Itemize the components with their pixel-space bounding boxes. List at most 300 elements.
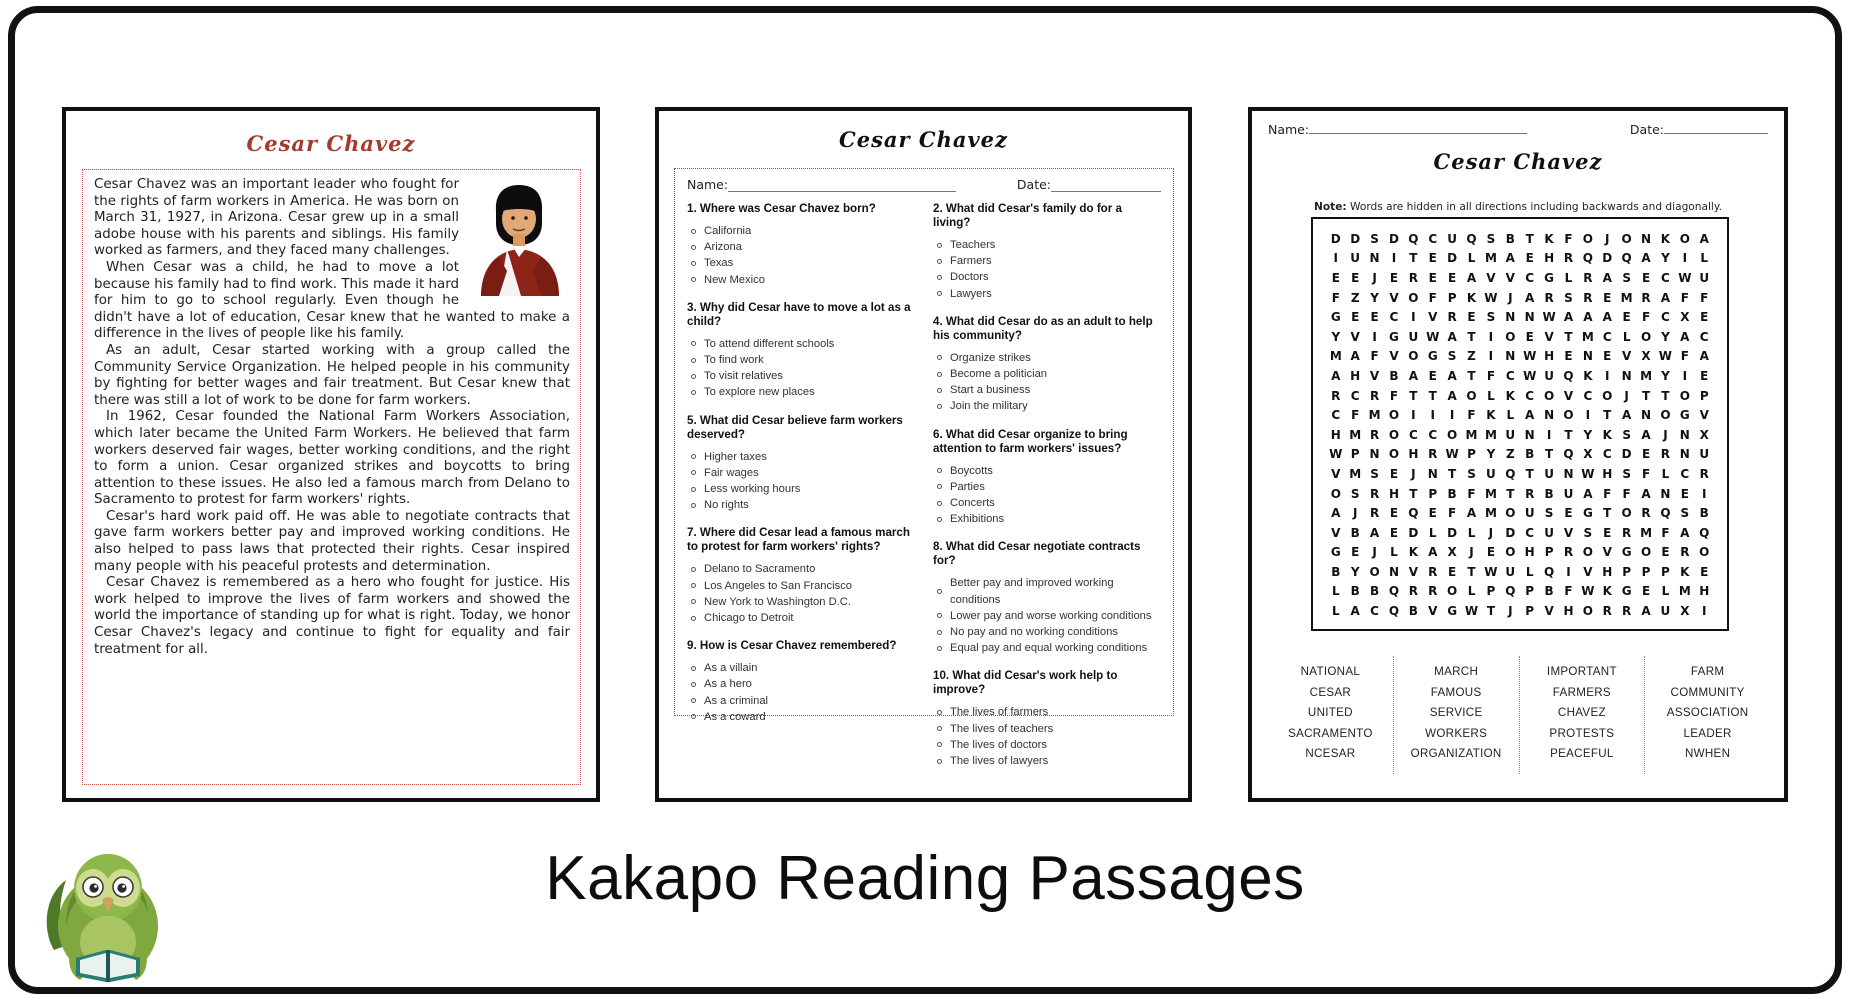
option-bullet-icon — [691, 487, 696, 492]
option-label: The lives of teachers — [950, 722, 1054, 735]
grid-letter: P — [1467, 447, 1476, 462]
grid-letter: D — [1388, 231, 1399, 246]
brand-title: Kakapo Reading Passages — [545, 844, 1305, 913]
grid-letter: U — [1505, 564, 1516, 579]
grid-letter: P — [1525, 584, 1535, 599]
word-search-page — [1248, 107, 1788, 802]
grid-letter: E — [1525, 329, 1534, 344]
grid-letter: E — [1603, 349, 1612, 364]
date-field — [1630, 121, 1768, 137]
grid-letter: R — [1428, 584, 1438, 599]
option-bullet-icon — [691, 666, 696, 671]
note-text: Words are hidden in all directions including backwards and diagonally. — [1346, 201, 1723, 213]
grid-letter: K — [1486, 408, 1496, 423]
grid-letter: R — [1447, 310, 1457, 325]
answer-option — [933, 350, 1161, 366]
grid-letter: D — [1447, 525, 1458, 540]
passage-paragraph: Cesar Chavez was an important leader who fought for the rights of farm workers in America. He was born on March 31, 1927, in Arizona. Cesar grew up in a small adobe house with his parents and siblings. His family worked as farmers, and they faced many challenges. — [94, 177, 459, 259]
grid-letter: L — [1331, 604, 1340, 619]
grid-letter: N — [1641, 231, 1652, 246]
option-bullet-icon — [691, 583, 696, 588]
grid-letter: R — [1563, 545, 1574, 560]
grid-letter: M — [1349, 466, 1362, 481]
option-bullet-icon — [937, 646, 942, 651]
grid-letter: B — [1389, 368, 1399, 383]
answer-option — [687, 594, 915, 610]
grid-letter: E — [1564, 506, 1573, 521]
answer-option — [933, 237, 1161, 253]
grid-letter: D — [1505, 525, 1516, 540]
grid-letter: L — [1661, 466, 1670, 481]
answer-option — [687, 336, 915, 352]
grid-letter: A — [1602, 310, 1612, 325]
option-label: Delano to Sacramento — [704, 563, 816, 576]
grid-letter: W — [1484, 290, 1498, 305]
option-bullet-icon — [937, 742, 942, 747]
grid-letter: F — [1467, 408, 1476, 423]
option-label: Higher taxes — [704, 450, 767, 463]
question-text: 4. What did Cesar do as an adult to help his community? — [933, 314, 1153, 342]
grid-letter: C — [1661, 310, 1670, 325]
option-label: Organize strikes — [950, 351, 1031, 364]
option-label: The lives of doctors — [950, 738, 1048, 751]
grid-row — [1313, 229, 1727, 249]
answer-option — [933, 721, 1161, 737]
grid-letter: P — [1447, 290, 1457, 305]
option-bullet-icon — [691, 714, 696, 719]
grid-letter: A — [1369, 525, 1380, 540]
word-list — [1268, 656, 1770, 774]
passage-border-box — [82, 169, 581, 785]
grid-letter: F — [1389, 388, 1399, 403]
answer-option — [687, 255, 915, 271]
name-blank-line — [1309, 121, 1527, 134]
grid-letter: W — [1523, 368, 1537, 383]
passage-paragraph: Cesar's hard work paid off. He was able to negotiate contracts that gave farm workers better pay and improved working conditions. He also helped to pass laws that protected their rights. Cesar inspired many people with his peaceful protests and determination. — [94, 508, 570, 574]
grid-letter: Y — [1350, 564, 1360, 579]
grid-letter: N — [1641, 408, 1652, 423]
grid-letter: L — [1661, 584, 1670, 599]
grid-letter: V — [1505, 270, 1515, 285]
grid-letter: F — [1564, 584, 1573, 599]
grid-letter: G — [1679, 408, 1690, 423]
grid-letter: Q — [1621, 251, 1632, 266]
question-column-right — [933, 202, 1161, 782]
grid-letter: J — [1469, 545, 1474, 560]
grid-letter: N — [1621, 368, 1632, 383]
question-block — [687, 414, 915, 514]
grid-letter: A — [1680, 525, 1690, 540]
grid-row — [1313, 366, 1727, 386]
grid-letter: I — [1411, 310, 1416, 325]
grid-letter: P — [1350, 447, 1360, 462]
grid-letter: C — [1525, 388, 1535, 403]
word-list-column — [1645, 656, 1770, 774]
grid-letter: N — [1679, 427, 1690, 442]
grid-letter: U — [1408, 329, 1419, 344]
grid-letter: Y — [1583, 427, 1593, 442]
grid-letter: I — [1701, 486, 1707, 501]
date-label: Date: — [1629, 122, 1664, 137]
grid-letter: Y — [1331, 329, 1341, 344]
grid-letter: R — [1680, 545, 1690, 560]
grid-letter: E — [1661, 545, 1670, 560]
grid-letter: D — [1350, 231, 1361, 246]
grid-letter: A — [1563, 310, 1574, 325]
option-bullet-icon — [691, 229, 696, 234]
option-bullet-icon — [691, 390, 696, 395]
grid-letter: A — [1583, 486, 1593, 501]
grid-letter: B — [1447, 486, 1457, 501]
answer-option — [933, 398, 1161, 414]
date-label: Date: — [1016, 177, 1051, 192]
option-bullet-icon — [691, 277, 696, 282]
word-list-item: LEADER — [1683, 726, 1732, 740]
grid-letter: F — [1641, 466, 1651, 481]
option-label: New York to Washington D.C. — [704, 595, 851, 608]
answer-option — [687, 497, 915, 513]
option-bullet-icon — [691, 599, 696, 604]
grid-letter: H — [1602, 466, 1613, 481]
grid-letter: Q — [1388, 604, 1400, 619]
word-list-item: NWHEN — [1684, 747, 1731, 761]
option-label: Start a business — [950, 384, 1031, 397]
option-bullet-icon — [691, 374, 696, 379]
word-list-item: WORKERS — [1425, 726, 1488, 740]
option-label: Exhibitions — [950, 513, 1005, 526]
grid-letter: V — [1583, 564, 1593, 579]
grid-row — [1313, 425, 1727, 445]
grid-letter: Q — [1563, 447, 1574, 462]
grid-letter: M — [1349, 427, 1362, 442]
word-search-grid — [1311, 217, 1729, 631]
grid-letter: K — [1583, 368, 1593, 383]
kakapo-mascot-logo — [36, 830, 176, 988]
grid-letter: T — [1525, 466, 1534, 481]
option-label: Less working hours — [704, 483, 801, 496]
grid-letter: S — [1467, 466, 1476, 481]
grid-letter: W — [1581, 584, 1595, 599]
word-list-item: MARCH — [1434, 665, 1479, 678]
grid-letter: S — [1370, 231, 1379, 246]
grid-letter: U — [1350, 251, 1361, 266]
grid-letter: A — [1660, 290, 1671, 305]
grid-letter: O — [1679, 388, 1690, 403]
option-label: To explore new places — [704, 386, 815, 399]
grid-letter: V — [1389, 290, 1399, 305]
note-label: Note: — [1313, 201, 1347, 213]
grid-letter: F — [1641, 310, 1651, 325]
grid-letter: Z — [1505, 447, 1515, 462]
grid-letter: M — [1484, 506, 1497, 521]
word-list-item: CHAVEZ — [1557, 706, 1606, 720]
grid-letter: E — [1428, 270, 1437, 285]
option-bullet-icon — [691, 616, 696, 621]
grid-letter: I — [1682, 251, 1688, 266]
option-bullet-icon — [937, 589, 942, 594]
grid-letter: L — [1564, 270, 1573, 285]
grid-letter: E — [1448, 564, 1457, 579]
grid-letter: N — [1369, 251, 1380, 266]
grid-letter: U — [1699, 447, 1710, 462]
grid-letter: J — [1624, 388, 1629, 403]
grid-letter: G — [1330, 545, 1341, 560]
grid-letter: E — [1641, 447, 1651, 462]
grid-letter: J — [1508, 604, 1513, 619]
grid-letter: G — [1447, 604, 1458, 619]
option-label: Doctors — [950, 271, 989, 284]
question-text: 3. Why did Cesar have to move a lot as a child? — [687, 300, 911, 328]
grid-letter: S — [1564, 290, 1573, 305]
grid-letter: N — [1524, 427, 1535, 442]
grid-letter: H — [1524, 545, 1535, 560]
grid-letter: A — [1466, 270, 1477, 285]
grid-letter: F — [1351, 408, 1360, 423]
grid-letter: Y — [1661, 329, 1670, 344]
grid-letter: W — [1542, 310, 1556, 325]
grid-letter: C — [1661, 270, 1670, 285]
grid-letter: H — [1408, 447, 1419, 462]
word-search-title: Cesar Chavez — [1433, 149, 1603, 174]
grid-letter: V — [1699, 408, 1709, 423]
cesar-chavez-portrait-image — [469, 179, 570, 296]
grid-letter: E — [1428, 368, 1437, 383]
grid-letter: T — [1641, 388, 1651, 403]
grid-letter: E — [1389, 466, 1399, 481]
grid-letter: V — [1331, 525, 1341, 540]
answer-option — [933, 463, 1161, 479]
grid-letter: U — [1486, 466, 1496, 481]
grid-letter: O — [1602, 388, 1613, 403]
grid-letter: F — [1331, 290, 1340, 305]
word-list-item: CESAR — [1309, 685, 1352, 699]
grid-letter: O — [1505, 329, 1516, 344]
grid-letter: Y — [1661, 251, 1670, 266]
grid-letter: O — [1388, 447, 1400, 462]
grid-letter: F — [1622, 486, 1631, 501]
grid-letter: T — [1525, 231, 1534, 246]
question-text: 2. What did Cesar's family do for a living? — [933, 202, 1122, 229]
grid-letter: S — [1544, 506, 1554, 521]
option-bullet-icon — [691, 341, 696, 346]
answer-option — [933, 253, 1161, 269]
answer-option — [933, 495, 1161, 511]
grid-letter: O — [1408, 349, 1419, 364]
grid-letter: V — [1389, 349, 1399, 364]
grid-letter: R — [1369, 427, 1380, 442]
grid-letter: O — [1543, 388, 1555, 403]
grid-letter: N — [1660, 486, 1671, 501]
grid-letter: A — [1350, 604, 1360, 619]
grid-letter: O — [1621, 506, 1632, 521]
grid-letter: W — [1581, 466, 1595, 481]
grid-letter: R — [1583, 290, 1593, 305]
grid-letter: O — [1582, 604, 1593, 619]
grid-letter: E — [1389, 506, 1399, 521]
grid-letter: O — [1447, 427, 1458, 442]
grid-letter: L — [1487, 388, 1495, 403]
grid-letter: G — [1427, 349, 1438, 364]
grid-letter: A — [1505, 251, 1515, 266]
grid-letter: M — [1465, 427, 1478, 442]
grid-letter: A — [1408, 368, 1418, 383]
grid-letter: A — [1447, 329, 1457, 344]
word-list-column — [1520, 656, 1646, 774]
grid-letter: I — [1430, 408, 1435, 423]
grid-letter: F — [1661, 525, 1670, 540]
grid-letter: O — [1388, 427, 1400, 442]
grid-letter: G — [1544, 270, 1555, 285]
passage-paragraph: In 1962, Cesar founded the National Farm Workers Association, which later became the United Farm Workers. He believed that farm workers deserved fair wages, better working conditions, and the right to form a union. Cesar organized strikes and boycotts to bring attention to these issues. He also led a famous march from Delano to Sacramento to protest for farm workers' rights. — [94, 409, 570, 508]
grid-letter: F — [1680, 349, 1689, 364]
grid-letter: M — [1640, 525, 1653, 540]
grid-letter: A — [1350, 349, 1360, 364]
grid-letter: C — [1525, 270, 1535, 285]
option-label: Become a politician — [950, 368, 1048, 381]
question-text: 10. What did Cesar's work help to improve? — [933, 669, 1118, 697]
grid-letter: C — [1583, 388, 1593, 403]
option-bullet-icon — [691, 245, 696, 250]
grid-letter: A — [1447, 388, 1457, 403]
grid-letter: R — [1544, 290, 1554, 305]
grid-letter: O — [1447, 584, 1458, 599]
grid-row — [1313, 601, 1727, 621]
grid-letter: O — [1582, 545, 1593, 560]
grid-letter: E — [1622, 310, 1631, 325]
option-label: California — [704, 225, 752, 237]
option-label: Concerts — [950, 497, 995, 510]
grid-letter: R — [1428, 564, 1438, 579]
grid-letter: J — [1372, 270, 1377, 285]
grid-letter: P — [1641, 564, 1651, 579]
option-bullet-icon — [691, 261, 696, 266]
grid-letter: B — [1544, 486, 1554, 501]
grid-letter: E — [1525, 251, 1534, 266]
grid-letter: D — [1447, 251, 1458, 266]
option-bullet-icon — [691, 470, 696, 475]
grid-letter: K — [1466, 290, 1477, 305]
grid-letter: T — [1486, 604, 1495, 619]
option-label: Better pay and improved working conditions — [950, 577, 1114, 606]
grid-letter: B — [1331, 564, 1341, 579]
grid-letter: K — [1602, 427, 1612, 442]
grid-row — [1313, 386, 1727, 406]
grid-letter: T — [1564, 329, 1573, 344]
grid-letter: U — [1660, 604, 1671, 619]
question-block — [687, 301, 915, 401]
grid-letter: S — [1622, 427, 1631, 442]
date-blank-line — [1051, 179, 1161, 192]
grid-letter: A — [1641, 604, 1651, 619]
option-label: As a coward — [704, 710, 766, 723]
grid-letter: N — [1524, 310, 1535, 325]
grid-letter: A — [1602, 270, 1612, 285]
answer-option — [933, 624, 1161, 640]
grid-letter: T — [1409, 388, 1418, 403]
grid-letter: H — [1563, 604, 1574, 619]
question-columns — [687, 202, 1161, 782]
grid-letter: X — [1447, 545, 1457, 560]
grid-letter: K — [1408, 545, 1418, 560]
grid-letter: A — [1641, 427, 1651, 442]
grid-row — [1313, 347, 1727, 367]
grid-letter: L — [1506, 408, 1515, 423]
grid-letter: O — [1640, 545, 1652, 560]
grid-letter: R — [1428, 447, 1438, 462]
grid-letter: V — [1369, 368, 1380, 383]
option-bullet-icon — [937, 243, 942, 248]
grid-letter: E — [1603, 525, 1612, 540]
grid-letter: R — [1408, 584, 1418, 599]
word-list-item: PROTESTS — [1549, 726, 1615, 740]
grid-letter: W — [1523, 349, 1537, 364]
grid-letter: N — [1427, 466, 1438, 481]
grid-letter: C — [1525, 525, 1535, 540]
grid-letter: J — [1352, 506, 1358, 521]
answer-option — [687, 223, 915, 239]
passage-title: Cesar Chavez — [246, 131, 416, 156]
answer-option — [687, 384, 915, 400]
grid-letter: O — [1408, 290, 1419, 305]
questions-border-box — [674, 168, 1174, 768]
grid-letter: U — [1447, 231, 1457, 246]
grid-letter: C — [1602, 329, 1612, 344]
grid-row — [1313, 249, 1727, 269]
grid-letter: A — [1583, 310, 1593, 325]
question-block — [687, 639, 915, 725]
grid-letter: O — [1679, 231, 1690, 246]
grid-letter: C — [1680, 466, 1690, 481]
grid-letter: A — [1428, 545, 1438, 560]
grid-letter: S — [1622, 270, 1631, 285]
option-bullet-icon — [937, 613, 942, 618]
option-label: Chicago to Detroit — [704, 612, 794, 625]
grid-letter: R — [1331, 388, 1341, 403]
grid-letter: O — [1582, 231, 1593, 246]
questions-title: Cesar Chavez — [839, 127, 1008, 152]
option-label: To attend different schools — [704, 337, 835, 350]
grid-letter: N — [1582, 349, 1593, 364]
grid-letter: O — [1660, 408, 1671, 423]
answer-option — [933, 737, 1161, 753]
grid-letter: K — [1602, 584, 1612, 599]
grid-letter: F — [1603, 486, 1612, 501]
word-list-item: PEACEFUL — [1550, 747, 1614, 761]
grid-letter: U — [1505, 427, 1516, 442]
option-bullet-icon — [691, 682, 696, 687]
grid-letter: P — [1486, 584, 1496, 599]
grid-letter: T — [1564, 427, 1573, 442]
grid-letter: L — [1390, 545, 1398, 560]
grid-letter: V — [1350, 329, 1360, 344]
grid-letter: E — [1428, 506, 1437, 521]
grid-letter: W — [1464, 604, 1479, 619]
grid-letter: L — [1331, 584, 1340, 599]
grid-letter: H — [1388, 486, 1399, 501]
grid-letter: C — [1389, 310, 1399, 325]
grid-letter: V — [1331, 466, 1341, 481]
question-text: 8. What did Cesar negotiate contracts for? — [933, 540, 1141, 568]
grid-letter: P — [1544, 545, 1554, 560]
grid-letter: V — [1486, 270, 1496, 285]
word-list-item: NCESAR — [1305, 747, 1356, 761]
grid-letter: E — [1467, 310, 1476, 325]
grid-letter: E — [1486, 545, 1496, 560]
option-label: The lives of lawyers — [950, 755, 1049, 768]
grid-letter: V — [1544, 329, 1554, 344]
grid-letter: O — [1563, 408, 1574, 423]
grid-letter: E — [1351, 545, 1360, 560]
